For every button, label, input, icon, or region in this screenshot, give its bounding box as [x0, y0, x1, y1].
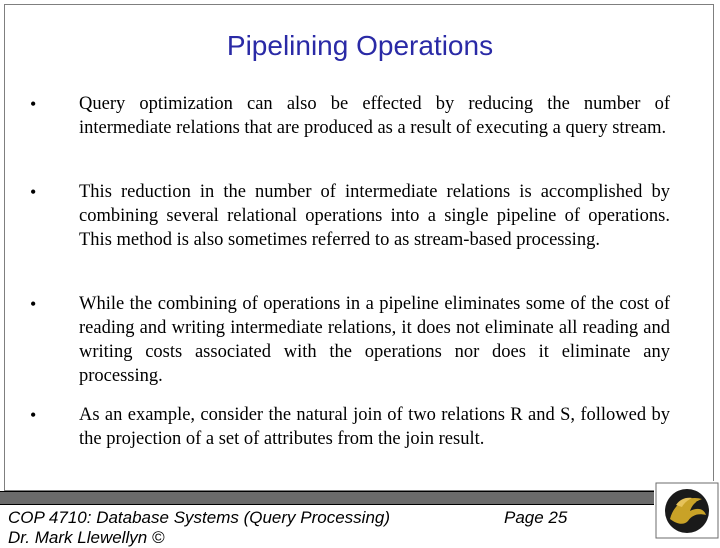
footer-page-number: Page 25 — [504, 508, 568, 527]
bullet-dot: • — [30, 94, 37, 114]
ucf-pegasus-logo-icon — [654, 481, 720, 540]
bullet-dot: • — [30, 294, 37, 314]
footer-course: COP 4710: Database Systems (Query Processing) — [8, 508, 391, 527]
bullet-text: While the combining of operations in a pipeline eliminates some of the cost of reading and writing intermediate relations, it does not eliminate all reading and writing costs associated with the operations nor does it eliminate any processing. — [79, 294, 670, 386]
bullet-item — [30, 92, 670, 140]
footer-author: Dr. Mark Llewellyn © — [8, 528, 165, 547]
bullet-dot: • — [30, 405, 37, 425]
bullet-item — [30, 180, 670, 252]
bullet-text: As an example, consider the natural join of two relations R and S, followed by the projection of a set of attributes from the join result. — [79, 405, 670, 449]
bullet-dot: • — [30, 182, 37, 202]
bullet-item — [30, 292, 670, 388]
bullet-item — [30, 403, 670, 451]
bullet-text: Query optimization can also be effected by reducing the number of intermediate relations that are produced as a result of executing a query stream. — [79, 94, 670, 138]
footer-band — [0, 491, 654, 505]
slide-title: Pipelining Operations — [226, 30, 494, 61]
bullet-text: This reduction in the number of intermediate relations is accomplished by combining several relational operations into a single pipeline of operations. This method is also sometimes referred to as stream-based processing. — [79, 182, 670, 250]
